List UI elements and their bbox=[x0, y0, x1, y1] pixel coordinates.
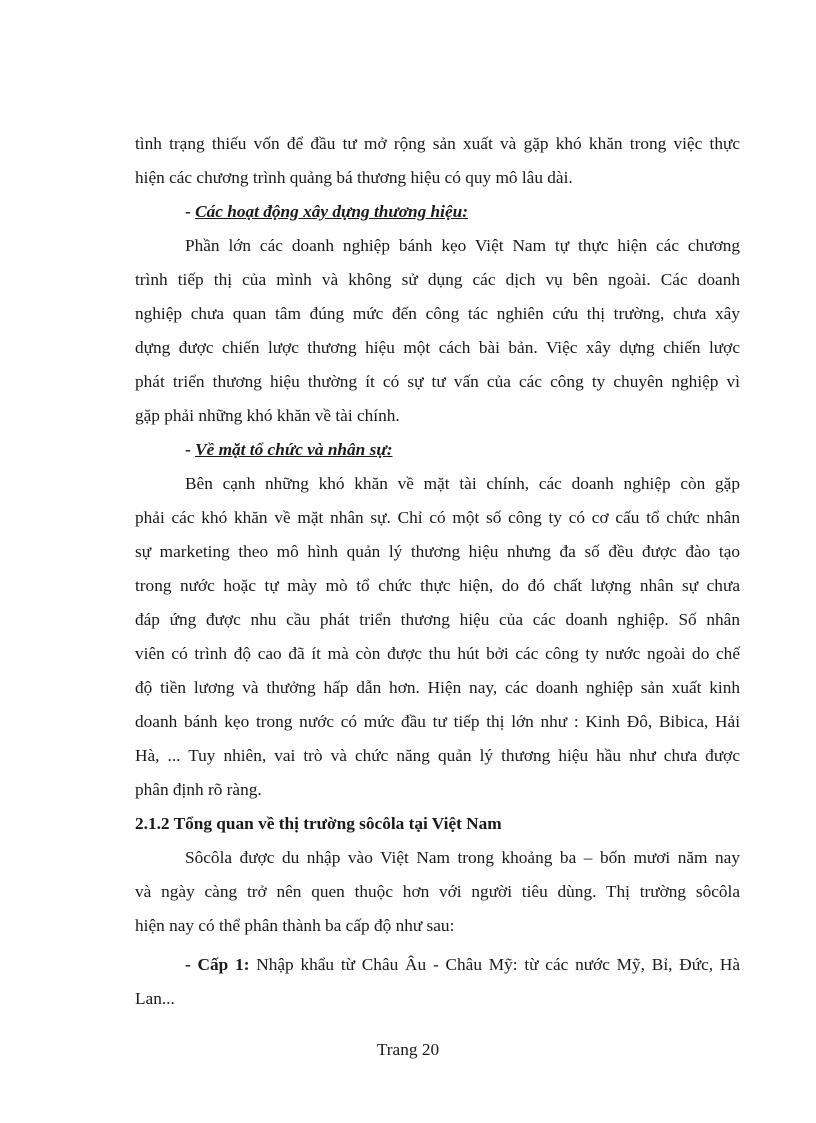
paragraph-line: Hà, ... Tuy nhiên, vai trò và chức năng quản lý thương hiệu hầu như chưa được bbox=[135, 746, 740, 765]
subheading-title: Về mặt tổ chức và nhân sự bbox=[195, 440, 387, 459]
paragraph-line: tình trạng thiếu vốn để đầu tư mở rộng sản xuất và gặp khó khăn trong việc thực bbox=[135, 134, 740, 153]
subheading-dash: - bbox=[185, 440, 196, 459]
subheading-colon: : bbox=[462, 202, 469, 221]
paragraph-line: sự marketing theo mô hình quản lý thương hiệu nhưng đa số đều được đào tạo bbox=[135, 542, 740, 561]
paragraph-line: gặp phải những khó khăn về tài chính. bbox=[135, 406, 400, 425]
paragraph-line: Phần lớn các doanh nghiệp bánh kẹo Việt Nam tự thực hiện các chương bbox=[185, 236, 740, 255]
paragraph-line: Lan... bbox=[135, 989, 175, 1008]
subheading-organization bbox=[185, 440, 790, 460]
paragraph-line: trong nước hoặc tự mày mò tổ chức thực hiện, do đó chất lượng nhân sự chưa bbox=[135, 576, 740, 595]
paragraph-line: doanh bánh kẹo trong nước có mức đầu tư tiếp thị lớn như : Kinh Đô, Bibica, Hải bbox=[135, 712, 740, 731]
paragraph-line: trình tiếp thị của mình và không sử dụng các dịch vụ bên ngoài. Các doanh bbox=[135, 270, 740, 289]
page-number: Trang 20 bbox=[376, 1040, 440, 1059]
paragraph-line: phải các khó khăn về mặt nhân sự. Chỉ có một số công ty có cơ cấu tổ chức nhân bbox=[135, 508, 740, 527]
paragraph-line: Sôcôla được du nhập vào Việt Nam trong khoảng ba – bốn mươi năm nay bbox=[185, 848, 740, 867]
list-item-label: - Cấp 1: bbox=[185, 955, 250, 974]
paragraph-line: viên có trình độ cao đã ít mà còn được thu hút bởi các công ty nước ngoài do chế bbox=[135, 644, 740, 663]
list-item-text: Nhập khẩu từ Châu Âu - Châu Mỹ: từ các nước Mỹ, Bỉ, Đức, Hà bbox=[249, 955, 740, 974]
paragraph-line: dựng được chiến lược thương hiệu một cách bài bản. Việc xây dựng chiến lược bbox=[135, 338, 740, 357]
paragraph-line: độ tiền lương và thưởng hấp dẫn hơn. Hiện nay, các doanh nghiệp sản xuất kinh bbox=[135, 678, 740, 697]
paragraph-line: nghiệp chưa quan tâm đúng mức đến công tác nghiên cứu thị trường, chưa xây bbox=[135, 304, 740, 323]
paragraph-line: đáp ứng được nhu cầu phát triển thương hiệu của các doanh nghiệp. Số nhân bbox=[135, 610, 740, 629]
paragraph-line: phát triển thương hiệu thường ít có sự tư vấn của các công ty chuyên nghiệp vì bbox=[135, 372, 740, 391]
subheading-activities bbox=[185, 202, 790, 222]
section-title: 2.1.2 Tổng quan về thị trường sôcôla tại Việt Nam bbox=[135, 814, 502, 833]
paragraph-line: hiện các chương trình quảng bá thương hiệu có quy mô lâu dài. bbox=[135, 168, 573, 187]
paragraph-line: hiện nay có thể phân thành ba cấp độ như sau: bbox=[135, 916, 455, 935]
paragraph-line: Bên cạnh những khó khăn về mặt tài chính, các doanh nghiệp còn gặp bbox=[185, 474, 740, 493]
paragraph-line: và ngày càng trở nên quen thuộc hơn với người tiêu dùng. Thị trường sôcôla bbox=[135, 882, 740, 901]
subheading-title: Các hoạt động xây dựng thương hiệu bbox=[195, 202, 463, 221]
list-item-level-1 bbox=[185, 955, 740, 975]
paragraph-line: phân định rõ ràng. bbox=[135, 780, 262, 799]
subheading-colon: : bbox=[386, 440, 393, 459]
subheading-dash: - bbox=[185, 202, 196, 221]
